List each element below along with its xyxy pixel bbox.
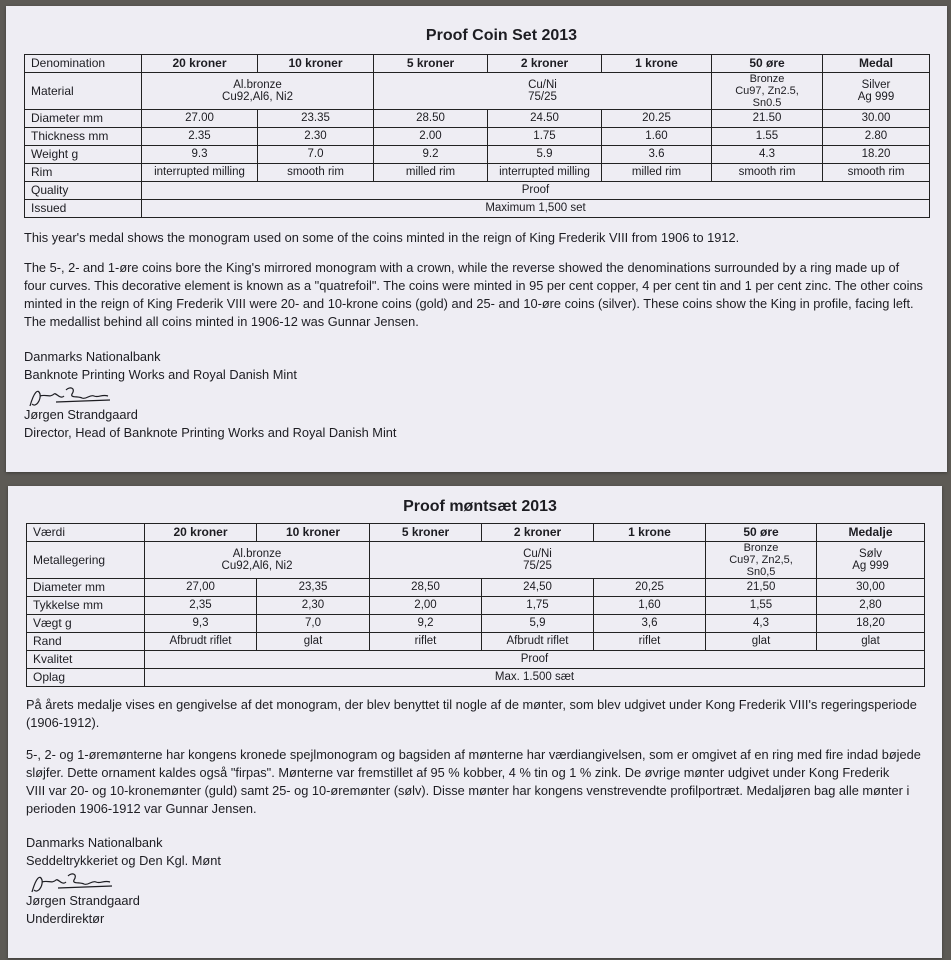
table-row [27,669,925,687]
cell-line: 75/25 [528,91,557,103]
table-row [27,579,925,597]
row-label: Værdi [27,524,145,542]
table-cell: 23.35 [258,110,374,128]
paragraph-line: The medallist behind all coins minted in 1906-12 was Gunnar Jensen. [24,314,419,329]
table-cell: 5,9 [482,615,594,633]
signer-title: Director, Head of Banknote Printing Works and Royal Danish Mint [24,425,397,440]
table-row [25,73,930,110]
paragraph-line: VIII var 20- og 10-kronemønter (guld) samt 25- og 10-øremønter (sølv). Disse mønter har kongens venstrevendte profilportræt. Medaljøren bag alle mønter i [26,783,910,798]
table-row [25,164,930,182]
table-cell: smooth rim [258,164,374,182]
paragraph-coins [26,746,924,818]
cell-line: Cu92,Al6, Ni2 [222,91,293,103]
cell-line: Silver [861,79,891,91]
table-cell: 1,55 [706,597,817,615]
table-cell: 9.2 [374,146,488,164]
organization-name: Danmarks Nationalbank [26,835,163,850]
table-cell: 30,00 [817,579,925,597]
table-row [27,597,925,615]
specification-table [26,523,925,687]
card-title: Proof møntsæt 2013 [403,498,557,515]
row-label: Tykkelse mm [27,597,145,615]
cell-line: 75/25 [523,560,552,572]
paragraph-line: The 5-, 2- and 1-øre coins bore the King's mirrored monogram with a crown, while the reverse showed the denominations surrounded by a ring made up of [24,260,900,275]
organization-division: Seddeltrykkeriet og Den Kgl. Mønt [26,853,221,868]
english-info-card [6,6,947,472]
cell-line: Ag 999 [852,560,889,572]
table-cell [823,73,930,110]
cell-line: Ag 999 [857,91,895,103]
table-cell: 30.00 [823,110,930,128]
table-cell: 2,00 [370,597,482,615]
table-cell: Afbrudt riflet [482,633,594,651]
paragraph-line: 5-, 2- og 1-øremønterne har kongens kronede spejlmonogram og bagsiden af mønterne har værdiangivelsen, som er omgivet af en ring med fire indad bøjede [26,747,921,762]
row-label: Diameter mm [27,579,145,597]
table-cell: smooth rim [712,164,823,182]
table-cell: Max. 1.500 sæt [145,669,925,687]
paragraph-line: four curves. This decorative element is known as a "quatrefoil". The coins were minted in 95 per cent copper, 4 per cent tin and 1 per cent zinc. The other coins [24,278,923,293]
cell-line: Cu92,Al6, Ni2 [221,560,293,572]
table-cell: glat [706,633,817,651]
row-label: Weight g [25,146,142,164]
card-title: Proof Coin Set 2013 [425,27,578,44]
table-cell: 2.30 [258,128,374,146]
signer-name: Jørgen Strandgaard [26,893,140,908]
row-label: Rim [25,164,142,182]
table-cell: 50 øre [706,524,817,542]
paragraph-line: (1906-1912). [26,715,100,730]
table-cell: 7.0 [258,146,374,164]
cell-line: Al.bronze [233,79,282,91]
table-cell: Proof [145,651,925,669]
signature-block [24,348,929,442]
table-cell: 2.35 [142,128,258,146]
table-cell: 20 kroner [145,524,257,542]
table-cell: riflet [594,633,706,651]
table-cell [817,542,925,579]
table-cell: Proof [142,182,930,200]
cell-line: Al.bronze [232,548,282,560]
table-cell: 50 øre [712,55,823,73]
table-cell: 3.6 [602,146,712,164]
table-cell: 3,6 [594,615,706,633]
table-cell: glat [257,633,370,651]
table-cell: 20,25 [594,579,706,597]
cell-line: Cu97, Zn2,5, [729,554,793,566]
table-cell: glat [817,633,925,651]
table-cell: Medal [823,55,930,73]
table-row [27,633,925,651]
table-cell: 2 kroner [488,55,602,73]
table-cell [706,542,817,579]
table-cell: 2,80 [817,597,925,615]
table-cell: Medalje [817,524,925,542]
table-row [25,55,930,73]
table-row [25,200,930,218]
table-cell: 5 kroner [370,524,482,542]
table-cell: 1.60 [602,128,712,146]
paragraph-medal [26,696,924,732]
table-cell: 5.9 [488,146,602,164]
table-cell: 4.3 [712,146,823,164]
paragraph-line: minted in the reign of King Frederik VIII were 20- and 10-krone coins (gold) and 25- and 10-øre coins (silver). These coins show the King in profile, facing left. [24,296,914,311]
row-label: Metallegering [27,542,145,579]
cell-line: Cu/Ni [523,548,552,560]
table-cell: 27.00 [142,110,258,128]
row-label: Denomination [25,55,142,73]
table-cell: 7,0 [257,615,370,633]
table-cell: 21.50 [712,110,823,128]
table-cell: interrupted milling [142,164,258,182]
table-row [25,182,930,200]
cell-line: Bronze [743,542,779,554]
table-cell: 4,3 [706,615,817,633]
table-cell: 1 krone [602,55,712,73]
row-label: Issued [25,200,142,218]
danish-info-card [8,486,942,958]
row-label: Quality [25,182,142,200]
cell-line: Sn0.5 [752,97,782,109]
table-cell: 28.50 [374,110,488,128]
table-cell: Maximum 1,500 set [142,200,930,218]
table-cell: 18.20 [823,146,930,164]
table-cell: 2.00 [374,128,488,146]
table-cell: milled rim [374,164,488,182]
table-cell: 27,00 [145,579,257,597]
cell-line: Sølv [859,548,882,560]
table-row [27,524,925,542]
paragraph-line: perioden 1906-1912 var Gunnar Jensen. [26,801,257,816]
table-row [27,542,925,579]
table-cell: 24.50 [488,110,602,128]
table-cell: 24,50 [482,579,594,597]
table-cell [374,73,712,110]
table-cell: 28,50 [370,579,482,597]
table-cell [712,73,823,110]
table-cell: interrupted milling [488,164,602,182]
table-cell [142,73,374,110]
row-label: Rand [27,633,145,651]
table-row [25,110,930,128]
organization-name: Danmarks Nationalbank [24,349,161,364]
row-label: Kvalitet [27,651,145,669]
paragraph-medal: This year's medal shows the monogram used on some of the coins minted in the reign of King Frederik VIII from 1906 to 1912. [24,230,740,245]
row-label: Diameter mm [25,110,142,128]
table-cell: 10 kroner [258,55,374,73]
signer-name: Jørgen Strandgaard [24,407,138,422]
cell-line: Bronze [749,73,785,85]
table-cell: 9,2 [370,615,482,633]
table-row [27,615,925,633]
table-cell: 9,3 [145,615,257,633]
paragraph-line: På årets medalje vises en gengivelse af det monogram, der blev benyttet til nogle af de mønter, som blev udgivet under Kong Frederik VIII's regeringsperiode [26,697,917,712]
signer-title: Underdirektør [26,911,105,926]
cell-line: Sn0,5 [746,566,776,578]
row-label: Oplag [27,669,145,687]
table-cell: 9.3 [142,146,258,164]
table-cell [370,542,706,579]
row-label: Material [25,73,142,110]
paragraph-coins [24,259,929,331]
table-cell: 20 kroner [142,55,258,73]
table-cell: 1,60 [594,597,706,615]
signature-block [26,834,924,928]
cell-line: Cu97, Zn2.5, [735,85,799,97]
table-cell: 18,20 [817,615,925,633]
table-cell: riflet [370,633,482,651]
table-cell: 2,30 [257,597,370,615]
table-cell: smooth rim [823,164,930,182]
table-cell: 21,50 [706,579,817,597]
table-cell: milled rim [602,164,712,182]
table-cell: 1 krone [594,524,706,542]
table-cell: 2,35 [145,597,257,615]
table-cell: 2.80 [823,128,930,146]
table-cell: Afbrudt riflet [145,633,257,651]
organization-division: Banknote Printing Works and Royal Danish Mint [24,367,297,382]
table-cell: 20.25 [602,110,712,128]
cell-line: Cu/Ni [528,79,557,91]
table-cell: 1.55 [712,128,823,146]
table-cell: 1.75 [488,128,602,146]
row-label: Vægt g [27,615,145,633]
paragraph-line: sløjfer. Dette ornament kaldes også "firpas". Mønterne var fremstillet af 95 % kobber, 4 % tin og 1 % zink. De øvrige mønter udgivet under Kong Frederik [26,765,890,780]
table-cell [145,542,370,579]
table-cell: 5 kroner [374,55,488,73]
table-cell: 10 kroner [257,524,370,542]
row-label: Thickness mm [25,128,142,146]
table-cell: 1,75 [482,597,594,615]
table-row [27,651,925,669]
table-cell: 2 kroner [482,524,594,542]
table-row [25,128,930,146]
table-row [25,146,930,164]
table-cell: 23,35 [257,579,370,597]
specification-table [24,54,930,218]
